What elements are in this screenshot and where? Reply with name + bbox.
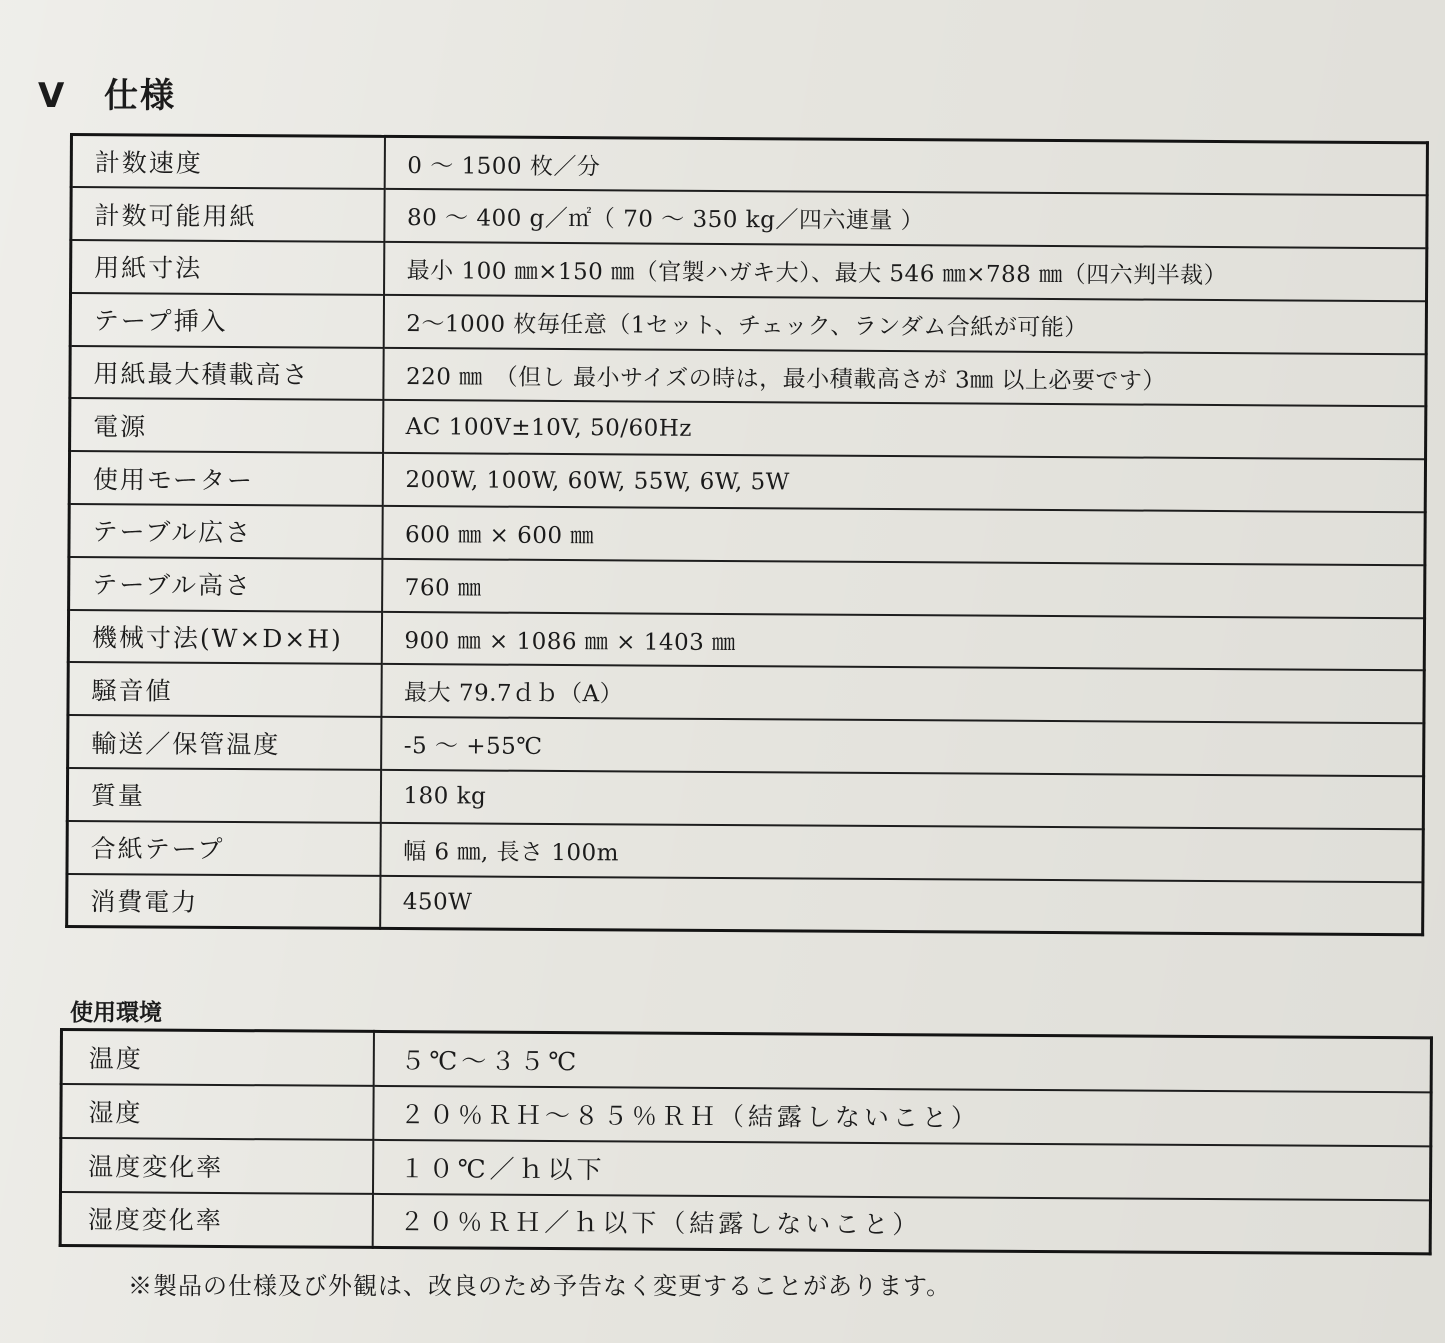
spec-key: 電源 [70,398,383,453]
table-row [67,821,1423,882]
env-value: ２０％ＲＨ／ｈ以下（結露しないこと） [372,1193,1430,1253]
spec-key: 質量 [67,768,380,823]
table-row [69,557,1425,618]
table-row [68,715,1424,776]
spec-key: 用紙最大積載高さ [70,346,383,401]
spec-key: 用紙寸法 [71,240,384,295]
environment-heading: 使用環境 [70,1000,162,1026]
table-row [61,1084,1431,1146]
spec-value: 最大 79.7ｄｂ（A） [381,664,1424,723]
spec-value: 200W, 100W, 60W, 55W, 6W, 5W [382,453,1425,512]
footnote: ※製品の仕様及び外観は、改良のため予告なく変更することがあります。 [128,1272,952,1300]
table-row [69,504,1425,565]
spec-key: 使用モーター [69,451,382,506]
env-key: 湿度変化率 [60,1192,372,1248]
spec-value: -5 ～ +55℃ [381,717,1424,776]
table-row [71,135,1427,196]
table-row [67,874,1423,935]
spec-value: 80 ～ 400 g／㎡（ 70 ～ 350 kg／四六連量 ） [384,189,1427,248]
table-row [69,451,1425,512]
table-row [61,1030,1431,1092]
spec-value: 幅 6 ㎜, 長さ 100m [380,823,1423,882]
table-row [70,398,1426,459]
table-row [68,610,1424,671]
spec-key: テーブル広さ [69,504,382,559]
section-title: 仕様 [104,76,176,116]
spec-value: 0 ～ 1500 枚／分 [384,136,1427,195]
environment-table [59,1028,1433,1255]
spec-value: AC 100V±10V, 50/60Hz [383,400,1426,459]
spec-key: 消費電力 [67,874,380,929]
spec-key: 機械寸法(W×D×H) [68,610,381,665]
table-row [70,346,1426,407]
spec-value: 180 kg [380,770,1423,829]
env-key: 湿度 [61,1084,373,1140]
spec-value: 最小 100 ㎜×150 ㎜（官製ハガキ大）、最大 546 ㎜×788 ㎜（四六判半裁） [384,242,1427,301]
table-row [61,1138,1431,1200]
env-value: ２０％ＲＨ～８５％ＲＨ（結露しないこと） [373,1085,1431,1145]
spec-value: 600 ㎜ × 600 ㎜ [382,506,1425,565]
spec-key: 騒音値 [68,662,381,717]
spec-table [65,133,1429,936]
spec-key: 合紙テープ [67,821,380,876]
spec-key: テーブル高さ [69,557,382,612]
env-key: 温度変化率 [61,1138,373,1194]
table-row [67,768,1423,829]
table-row [71,240,1427,301]
env-value: ５℃～３５℃ [373,1031,1431,1091]
table-row [71,187,1427,248]
spec-value: 220 ㎜ （但し 最小サイズの時は，最小積載高さが 3㎜ 以上必要です） [383,348,1426,407]
table-row [60,1192,1430,1254]
spec-value: 760 ㎜ [382,559,1425,618]
spec-key: 計数速度 [71,135,384,190]
section-number: V [38,76,67,116]
spec-key: 計数可能用紙 [71,187,384,242]
table-row [68,662,1424,723]
table-row [70,293,1426,354]
env-key: 温度 [61,1030,373,1086]
spec-value: 450W [380,876,1423,935]
env-value: １０℃／ｈ以下 [372,1139,1430,1199]
spec-value: 900 ㎜ × 1086 ㎜ × 1403 ㎜ [381,612,1424,671]
section-heading [38,68,176,117]
spec-key: 輸送／保管温度 [68,715,381,770]
spec-value: 2～1000 枚毎任意（1セット、チェック、ランダム合紙が可能） [383,295,1426,354]
spec-key: テープ挿入 [70,293,383,348]
